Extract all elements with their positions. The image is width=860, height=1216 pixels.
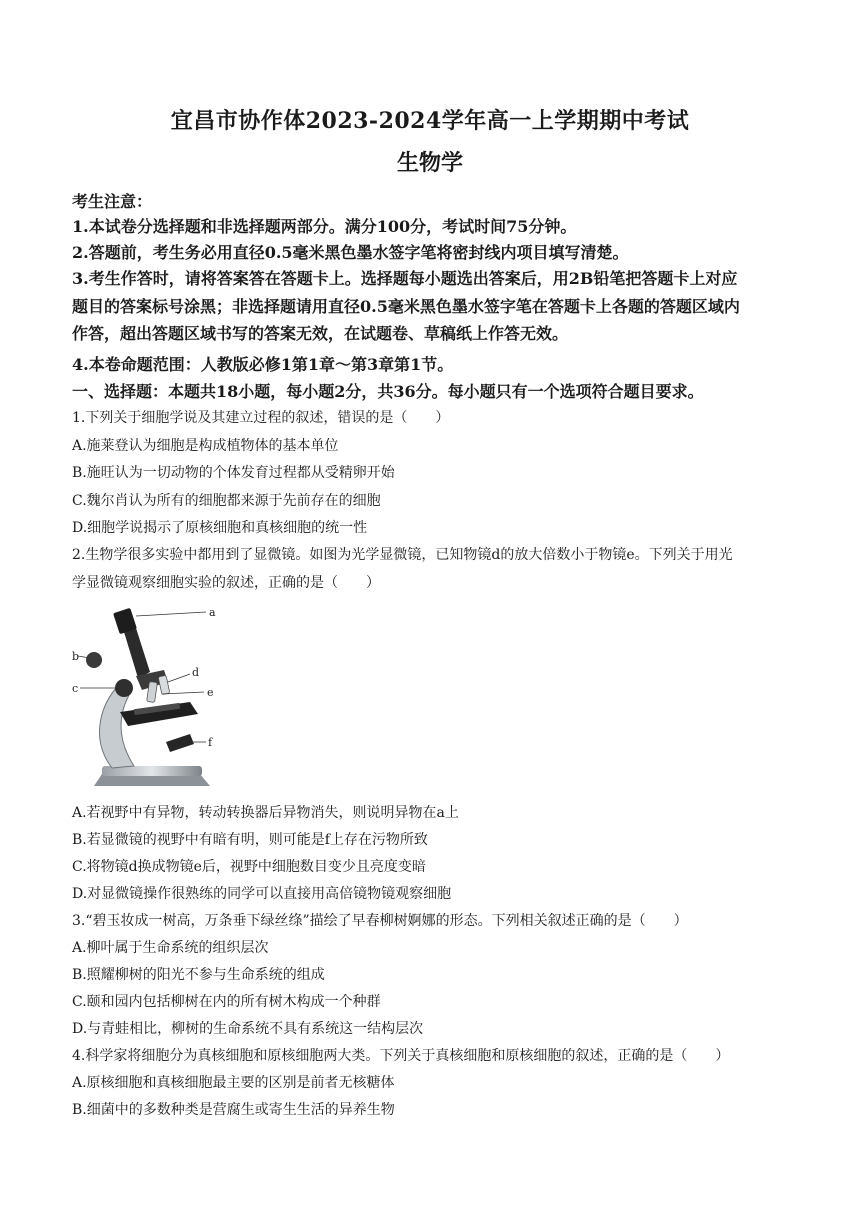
notice-item-3-cont-1: 题目的答案标号涂黑；非选择题请用直径0.5毫米黑色墨水签字笔在答题卡上各题的答题区域内 (72, 297, 740, 316)
question-4-stem: 4.科学家将细胞分为真核细胞和原核细胞两大类。下列关于真核细胞和原核细胞的叙述，正确的是（ ） (72, 1048, 730, 1064)
microscope-stage (120, 702, 198, 726)
microscope-figure (72, 602, 222, 788)
question-3-option-d: D.与青蛙相比，柳树的生命系统不具有系统这一结构层次 (72, 1021, 424, 1037)
question-1-option-c: C.魏尔肖认为所有的细胞都来源于先前存在的细胞 (72, 493, 381, 509)
notice-item-3: 3.考生作答时，请将答案答在答题卡上。选择题每小题选出答案后，用2B铅笔把答题卡上对应 (72, 269, 738, 288)
question-1-stem: 1.下列关于细胞学说及其建立过程的叙述，错误的是（ ） (72, 410, 450, 426)
figure-label-d: d (192, 666, 200, 679)
question-1-option-b: B.施旺认为一切动物的个体发育过程都从受精卵开始 (72, 465, 395, 481)
question-2-stem-line-1: 2.生物学很多实验中都用到了显微镜。如图为光学显微镜，已知物镜d的放大倍数小于物镜e。下列关于用光 (72, 547, 733, 563)
exam-title: 宜昌市协作体2023-2024学年高一上学期期中考试 (170, 108, 690, 134)
question-2-option-c: C.将物镜d换成物镜e后，视野中细胞数目变少且亮度变暗 (72, 859, 426, 875)
question-2-option-b: B.若显微镜的视野中有暗有明，则可能是f上存在污物所致 (72, 832, 428, 848)
question-3-option-a: A.柳叶属于生命系统的组织层次 (72, 940, 269, 956)
coarse-adjustment-knob (86, 652, 102, 668)
question-4-option-b: B.细菌中的多数种类是营腐生或寄生生活的异养生物 (72, 1102, 395, 1118)
exam-subject: 生物学 (396, 150, 463, 176)
question-1-option-a: A.施莱登认为细胞是构成植物体的基本单位 (72, 438, 339, 454)
question-2-option-d: D.对显微镜操作很熟练的同学可以直接用高倍镜物镜观察细胞 (72, 886, 452, 902)
notice-item-2: 2.答题前，考生务必用直径0.5毫米黑色墨水签字笔将密封线内项目填写清楚。 (72, 243, 629, 262)
reflector (166, 734, 194, 752)
question-3-option-c: C.颐和园内包括柳树在内的所有树木构成一个种群 (72, 994, 381, 1010)
question-4-option-a: A.原核细胞和真核细胞最主要的区别是前者无核糖体 (72, 1075, 395, 1091)
notice-item-4: 4.本卷命题范围：人教版必修1第1章～第3章第1节。 (72, 355, 454, 374)
fine-adjustment-knob (115, 679, 133, 697)
section-heading: 一、选择题：本题共18小题，每小题2分，共36分。每小题只有一个选项符合题目要求。 (72, 382, 704, 401)
microscope-tube (124, 628, 150, 678)
figure-label-a: a (209, 606, 216, 619)
notice-heading: 考生注意： (72, 192, 153, 211)
question-3-stem: 3.“碧玉妆成一树高，万条垂下绿丝绦”描绘了早春柳树婀娜的形态。下列相关叙述正确的是（ ） (72, 913, 688, 929)
question-2-option-a: A.若视野中有异物，转动转换器后异物消失，则说明异物在a上 (72, 805, 459, 821)
notice-item-3-cont-2: 作答，超出答题区域书写的答案无效，在试题卷、草稿纸上作答无效。 (72, 324, 569, 343)
question-1-option-d: D.细胞学说揭示了原核细胞和真核细胞的统一性 (72, 520, 368, 536)
notice-item-1: 1.本试卷分选择题和非选择题两部分。满分100分，考试时间75分钟。 (72, 217, 577, 236)
figure-label-e: e (207, 686, 214, 699)
figure-label-c: c (72, 682, 79, 695)
question-3-option-b: B.照耀柳树的阳光不参与生命系统的组成 (72, 967, 325, 983)
figure-label-b: b (72, 650, 80, 663)
question-2-stem-line-2: 学显微镜观察细胞实验的叙述，正确的是（ ） (72, 575, 380, 591)
microscope-arm (100, 688, 134, 768)
figure-label-f: f (208, 736, 213, 749)
objective-d (158, 675, 170, 694)
